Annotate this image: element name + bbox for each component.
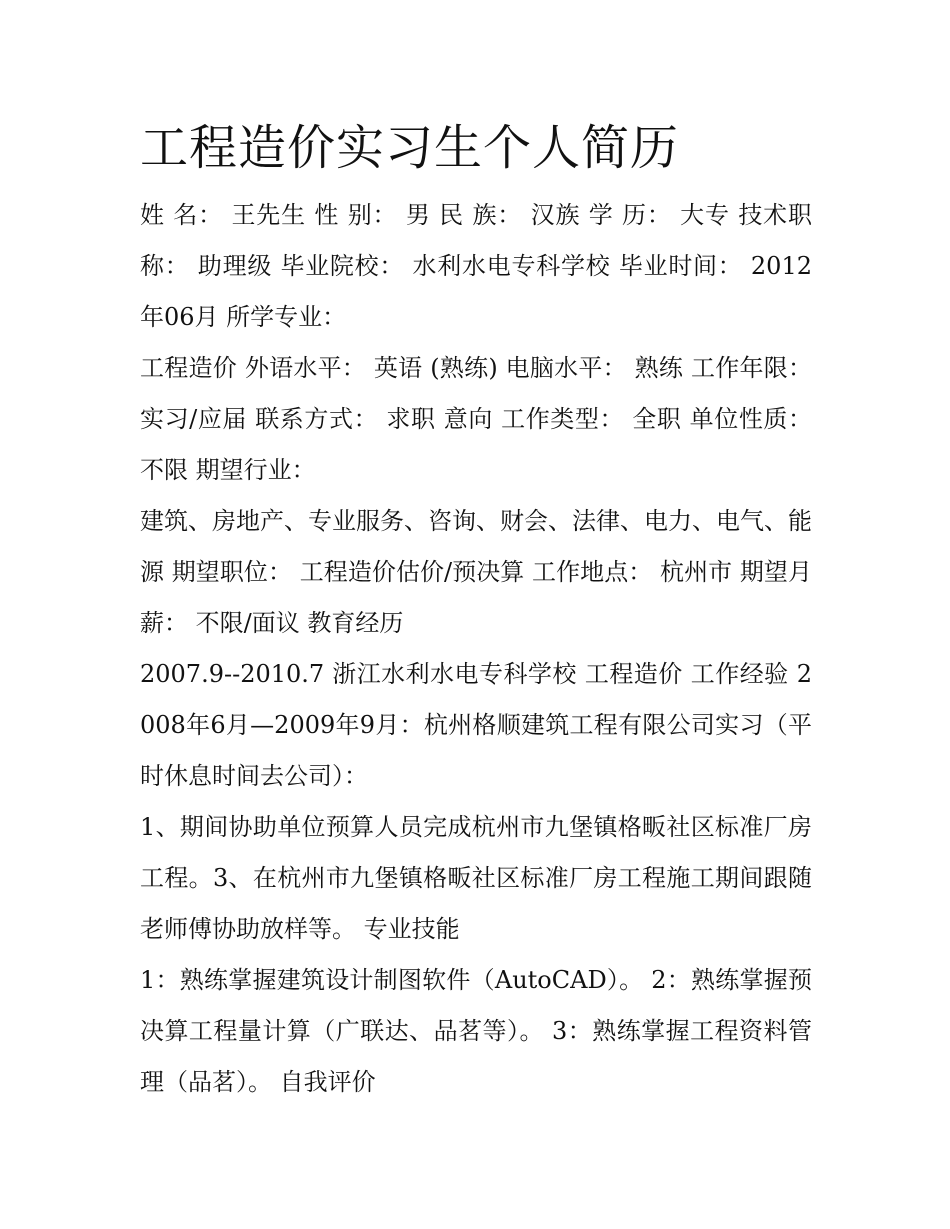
paragraph-work-details: 1、期间协助单位预算人员完成杭州市九堡镇格畈社区标准厂房工程。3、在杭州市九堡镇格畈社区标准厂房工程施工期间跟随老师傅协助放样等。 专业技能 (140, 813, 812, 943)
paragraph-job-intention: 工程造价 外语水平： 英语 (熟练) 电脑水平： 熟练 工作年限： 实习/应届 联系方式： 求职 意向 工作类型： 全职 单位性质： 不限 期望行业： (140, 354, 812, 484)
paragraph-education-experience: 2007.9--2010.7 浙江水利水电专科学校 工程造价 工作经验 2008年6月—2009年9月：杭州格顺建筑工程有限公司实习（平时休息时间去公司）： (140, 660, 812, 790)
document-body (140, 112, 812, 1108)
document-title: 工程造价实习生个人简历 (140, 120, 680, 176)
paragraph-personal-info: 姓 名： 王先生 性 别： 男 民 族： 汉族 学 历： 大专 技术职称： 助理级 毕业院校： 水利水电专科学校 毕业时间： 2012年06月 所学专业： (140, 201, 812, 331)
paragraph-skills: 1：熟练掌握建筑设计制图软件（AutoCAD）。 2：熟练掌握预决算工程量计算（广联达、品茗等）。 3：熟练掌握工程资料管理（品茗）。 自我评价 (140, 966, 812, 1096)
paragraph-expectations: 建筑、房地产、专业服务、咨询、财会、法律、电力、电气、能源 期望职位： 工程造价估价/预决算 工作地点： 杭州市 期望月薪： 不限/面议 教育经历 (140, 507, 812, 637)
